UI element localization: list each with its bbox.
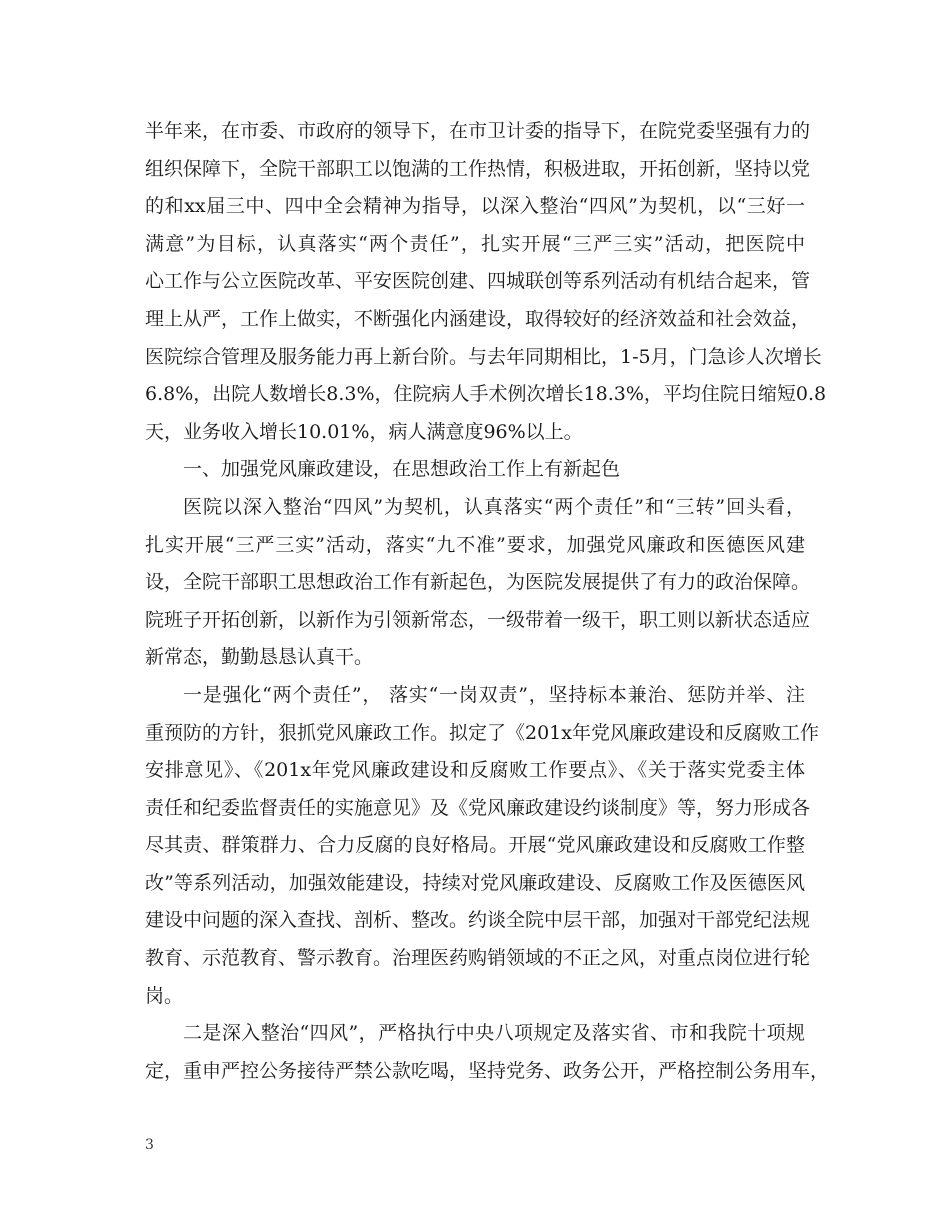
text-line: 一是强化“两个责任”， 落实“一岗双责”，坚持标本兼治、惩防并举、注 (183, 683, 805, 706)
text-line: 理上从严，工作上做实，不断强化内涵建设，取得较好的经济效益和社会效益， (145, 307, 811, 330)
text-line: 扎实开展“三严三实”活动，落实“九不准”要求，加强党风廉政和医德医风建 (145, 533, 805, 556)
text-line: 医院以深入整治“四风”为契机，认真落实“两个责任”和“三转”回头看， (183, 495, 805, 518)
text-line: 半年来，在市委、市政府的领导下，在市卫计委的指导下，在院党委坚强有力的 (145, 120, 811, 142)
text-line: 天，业务收入增长10.01%，病人满意度96%以上。 (145, 420, 583, 443)
text-line: 教育、示范教育、警示教育。治理医药购销领域的不正之风，对重点岗位进行轮 (145, 947, 811, 970)
text-line: 一、加强党风廉政建设，在思想政治工作上有新起色 (183, 458, 621, 481)
text-line: 定，重申严控公务接待严禁公款吃喝，坚持党务、政务公开，严格控制公务用车， (145, 1059, 830, 1082)
text-line: 6.8%，出院人数增长8.3%，住院病人手术例次增长18.3%，平均住院日缩短0.8 (145, 383, 827, 406)
text-line: 岗。 (145, 984, 184, 1007)
text-line: 设，全院干部职工思想政治工作有新起色，为医院发展提供了有力的政治保障。 (145, 571, 811, 594)
text-line: 满意”为目标，认真落实“两个责任”，扎实开展“三严三实”活动，把医院中 (145, 232, 805, 255)
text-line: 二是深入整治“四风”，严格执行中央八项规定及落实省、市和我院十项规 (183, 1022, 805, 1045)
text-line: 尽其责、群策群力、合力反腐的良好格局。开展“党风廉政建设和反腐败工作整 (145, 834, 805, 857)
text-line: 医院综合管理及服务能力再上新台阶。与去年同期相比，1-5月，门急诊人次增长 (145, 345, 822, 368)
text-line: 重预防的方针，狠抓党风廉政工作。拟定了《201x年党风廉政建设和反腐败工作 (145, 721, 819, 744)
text-line: 安排意见》、《201x年党风廉政建设和反腐败工作要点》、《关于落实党委主体 (145, 759, 805, 782)
text-line: 心工作与公立医院改革、平安医院创建、四城联创等系列活动有机结合起来，管 (145, 270, 811, 293)
text-line: 责任和纪委监督责任的实施意见》及《党风廉政建设约谈制度》等，努力形成各 (145, 796, 811, 819)
body-text (145, 113, 830, 1090)
text-line: 改”等系列活动，加强效能建设，持续对党风廉政建设、反腐败工作及医德医风 (145, 871, 805, 894)
text-line: 组织保障下，全院干部职工以饱满的工作热情，积极进取，开拓创新，坚持以党 (145, 157, 811, 180)
text-line: 建设中问题的深入查找、剖析、整改。约谈全院中层干部，加强对干部党纪法规 (145, 909, 811, 932)
text-line: 的和xx届三中、四中全会精神为指导，以深入整治“四风”为契机，以“三好一 (145, 195, 805, 218)
text-line: 院班子开拓创新，以新作为引领新常态，一级带着一级干，职工则以新状态适应 (145, 608, 811, 631)
text-line: 新常态，勤勤恳恳认真干。 (145, 646, 374, 669)
page-number: 3 (145, 1137, 154, 1153)
